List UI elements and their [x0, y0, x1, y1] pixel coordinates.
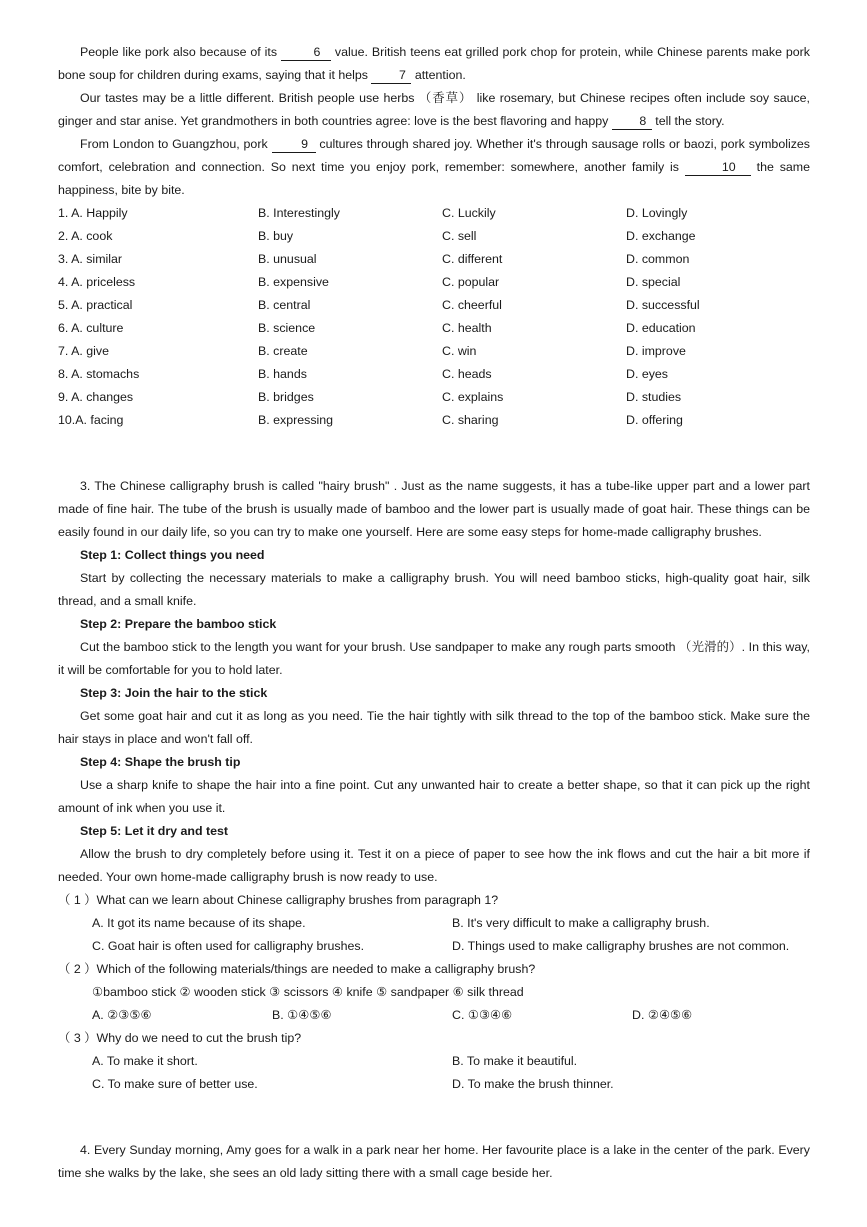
option-c: C. Luckily — [442, 206, 496, 220]
option-b: B. unusual — [258, 252, 317, 266]
option-a: 2. A. cook — [58, 229, 113, 243]
option-a: 10.A. facing — [58, 413, 124, 427]
option-d: D. offering — [626, 413, 683, 427]
question-3-options — [58, 1073, 810, 1096]
paragraph — [58, 133, 810, 202]
option-c: C. win — [442, 344, 477, 358]
blank-6: 6 — [281, 45, 331, 61]
passage-4 — [58, 1139, 810, 1185]
text: tell the story. — [651, 114, 725, 128]
step-heading: Step 1: Collect things you need — [80, 548, 265, 562]
option-a: 6. A. culture — [58, 321, 124, 335]
option-d: D. Things used to make calligraphy brushes are not common. — [452, 939, 790, 953]
paragraph — [58, 41, 810, 87]
option-d: D. improve — [626, 344, 686, 358]
question-3: （ 3 ）Why do we need to cut the brush tip? — [58, 1031, 302, 1045]
option-c: C. ①③④⑥ — [452, 1008, 513, 1022]
option-d: D. special — [626, 275, 681, 289]
option-b: B. expressing — [258, 413, 334, 427]
option-c: C. popular — [442, 275, 500, 289]
paragraph: Allow the brush to dry completely before using it. Test it on a piece of paper to see how the ink flows and cut the hair a bit more if needed. Your own home-made calligraphy brush is now ready to use. — [58, 847, 810, 884]
option-a: 5. A. practical — [58, 298, 133, 312]
question-1-options — [58, 935, 810, 958]
option-row — [58, 340, 810, 363]
question-2-options — [58, 1004, 810, 1027]
text: cultures through shared joy. Whether it's through sausage rolls or baozi, pork symbolizes comfort, celebration and connection. So next time you enjoy pork, remember: somewhere, another family is — [58, 137, 810, 174]
paragraph: Get some goat hair and cut it as long as you need. Tie the hair tightly with silk thread to the top of the bamboo stick. Make sure the hair stays in place and won't fall off. — [58, 709, 810, 746]
option-d: D. exchange — [626, 229, 696, 243]
blank-10: 10 — [685, 160, 751, 176]
paragraph: 4. Every Sunday morning, Amy goes for a walk in a park near her home. Her favourite place is a lake in the center of the park. Every time she walks by the lake, she sees an old lady sitting there with a small cage beside her. — [58, 1143, 810, 1180]
option-c: C. health — [442, 321, 492, 335]
option-row — [58, 248, 810, 271]
cloze-options — [58, 202, 810, 432]
option-a: 7. A. give — [58, 344, 109, 358]
step-heading: Step 4: Shape the brush tip — [80, 755, 241, 769]
option-b: B. expensive — [258, 275, 329, 289]
option-row — [58, 202, 810, 225]
question-2-items: ①bamboo stick ② wooden stick ③ scissors ④ knife ⑤ sandpaper ⑥ silk thread — [92, 985, 524, 999]
option-row — [58, 386, 810, 409]
text: People like pork also because of its — [80, 45, 281, 59]
option-c: C. heads — [442, 367, 492, 381]
blank-7: 7 — [371, 68, 411, 84]
option-a: 1. A. Happily — [58, 206, 128, 220]
option-b: B. bridges — [258, 390, 314, 404]
option-b: B. central — [258, 298, 311, 312]
text: Our tastes may be a little different. British people use herbs （香草） like rosemary, but Chinese recipes often include soy sauce, ginger and star anise. Yet grandmothers in both countries agree: love is the best flavoring and happy — [58, 91, 810, 128]
text: value. British teens eat grilled pork chop for protein, while Chinese parents make pork bone soup for children during exams, saying that it helps — [58, 45, 810, 82]
paragraph: 3. The Chinese calligraphy brush is called "hairy brush" . Just as the name suggests, it has a tube-like upper part and a lower part made of fine hair. The tube of the brush is usually made of bamboo and the lower part is usually made of goat hair. These things can be easily found in our daily life, so you can try to make one yourself. Here are some easy steps for home-made calligraphy brushes. — [58, 479, 810, 539]
text: the same happiness, bite by bite. — [58, 160, 810, 197]
option-b: B. create — [258, 344, 308, 358]
paragraph: Cut the bamboo stick to the length you want for your brush. Use sandpaper to make any rough parts smooth （光滑的）. In this way, it will be comfortable for you to hold later. — [58, 640, 810, 677]
question-1: （ 1 ）What can we learn about Chinese calligraphy brushes from paragraph 1? — [58, 893, 499, 907]
option-d: D. ②④⑤⑥ — [632, 1008, 693, 1022]
option-d: D. To make the brush thinner. — [452, 1077, 614, 1091]
option-d: D. studies — [626, 390, 682, 404]
option-b: B. ①④⑤⑥ — [272, 1008, 332, 1022]
option-row — [58, 317, 810, 340]
option-c: C. explains — [442, 390, 504, 404]
text: attention. — [411, 68, 466, 82]
option-row — [58, 363, 810, 386]
question-3-options — [58, 1050, 810, 1073]
text: From London to Guangzhou, pork — [80, 137, 272, 151]
option-row — [58, 294, 810, 317]
blank-9: 9 — [272, 137, 316, 153]
option-b: B. Interestingly — [258, 206, 340, 220]
option-c: C. To make sure of better use. — [92, 1077, 258, 1091]
option-c: C. sharing — [442, 413, 499, 427]
option-row — [58, 409, 810, 432]
option-a: 4. A. priceless — [58, 275, 136, 289]
option-d: D. eyes — [626, 367, 669, 381]
question-1-options — [58, 912, 810, 935]
option-b: B. hands — [258, 367, 307, 381]
option-b: B. It's very difficult to make a calligraphy brush. — [452, 916, 710, 930]
step-heading: Step 5: Let it dry and test — [80, 824, 229, 838]
option-a: A. ②③⑤⑥ — [92, 1008, 152, 1022]
step-heading: Step 3: Join the hair to the stick — [80, 686, 268, 700]
option-a: 8. A. stomachs — [58, 367, 140, 381]
option-b: B. buy — [258, 229, 294, 243]
option-c: C. different — [442, 252, 503, 266]
option-a: A. To make it short. — [92, 1054, 198, 1068]
question-2: （ 2 ）Which of the following materials/things are needed to make a calligraphy brush? — [58, 962, 536, 976]
step-heading: Step 2: Prepare the bamboo stick — [80, 617, 277, 631]
option-c: C. sell — [442, 229, 477, 243]
option-row — [58, 225, 810, 248]
option-d: D. education — [626, 321, 696, 335]
option-a: 3. A. similar — [58, 252, 123, 266]
option-row — [58, 271, 810, 294]
paragraph — [58, 87, 810, 133]
blank-8: 8 — [612, 114, 652, 130]
option-c: C. cheerful — [442, 298, 502, 312]
option-d: D. successful — [626, 298, 700, 312]
passage-2 — [58, 41, 810, 202]
option-a: 9. A. changes — [58, 390, 134, 404]
option-d: D. Lovingly — [626, 206, 688, 220]
paragraph: Start by collecting the necessary materials to make a calligraphy brush. You will need bamboo sticks, high-quality goat hair, silk thread, and a small knife. — [58, 571, 810, 608]
option-d: D. common — [626, 252, 690, 266]
option-a: A. It got its name because of its shape. — [92, 916, 306, 930]
paragraph: Use a sharp knife to shape the hair into a fine point. Cut any unwanted hair to create a better shape, so that it can pick up the right amount of ink when you use it. — [58, 778, 810, 815]
option-b: B. To make it beautiful. — [452, 1054, 578, 1068]
option-c: C. Goat hair is often used for calligraphy brushes. — [92, 939, 365, 953]
option-b: B. science — [258, 321, 316, 335]
passage-3 — [58, 475, 810, 1096]
